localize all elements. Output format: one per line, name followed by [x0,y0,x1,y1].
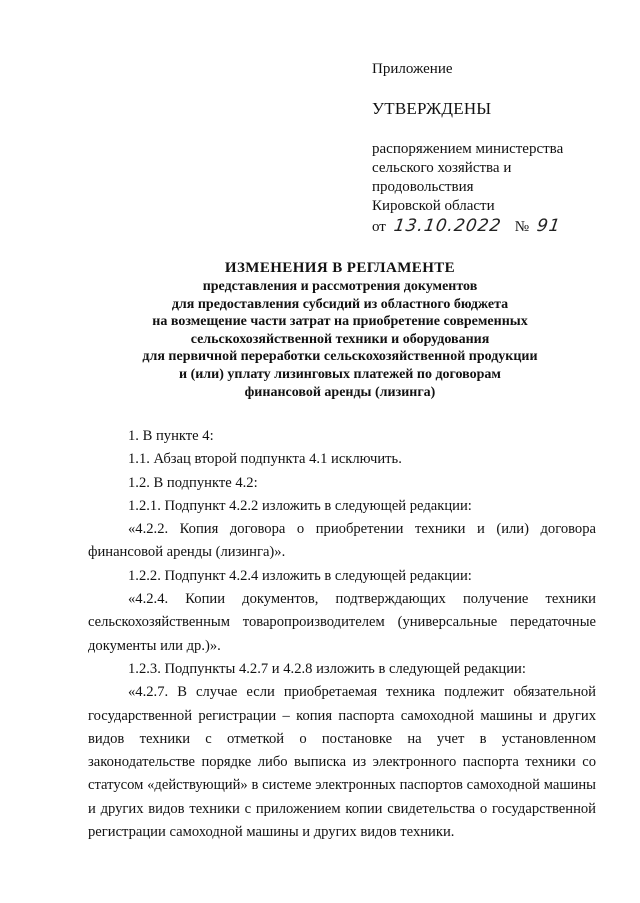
approved-label: УТВЕРЖДЕНЫ [372,99,492,118]
body-paragraph: «4.2.2. Копия договора о приобретении техники и (или) договора финансовой аренды (лизинга)». [88,521,596,561]
order-line: сельского хозяйства и [372,160,512,176]
title-line: сельскохозяйственной техники и оборудования [190,331,490,347]
body-paragraph: 1.2.1. Подпункт 4.2.2 изложить в следующей редакции: [128,497,472,514]
body-paragraph: 1. В пункте 4: [128,428,214,444]
date-number-line [372,216,632,237]
order-line: продовольствия [372,179,474,195]
order-line: распоряжением министерства [372,141,564,157]
handwritten-date: 13.10.2022 [392,216,503,236]
document-body [88,425,596,844]
title-line: представления и рассмотрения документов [202,279,478,294]
title-line: для первичной переработки сельскохозяйственной продукции [142,349,538,365]
date-prefix: от [372,219,386,235]
title-line: финансовой аренды (лизинга) [244,384,436,400]
document-title [80,259,600,401]
title-line: на возмещение части затрат на приобретение современных [152,314,528,330]
order-reference [372,140,632,216]
appendix-label: Приложение [372,61,453,77]
title-main: ИЗМЕНЕНИЯ В РЕГЛАМЕНТЕ [224,260,456,276]
title-line: и (или) уплату лизинговых платежей по договорам [179,366,501,382]
title-line: для предоставления субсидий из областного бюджета [171,296,509,312]
body-paragraph: 1.2.2. Подпункт 4.2.4 изложить в следующей редакции: [128,567,472,584]
body-paragraph: 1.2.3. Подпункты 4.2.7 и 4.2.8 изложить в следующей редакции: [128,660,526,677]
handwritten-number: 91 [535,216,562,236]
number-label: № [514,219,530,235]
body-paragraph: 1.2. В подпункте 4.2: [128,474,258,491]
body-paragraph: «4.2.4. Копии документов, подтверждающих получение техники сельскохозяйственным товаропроизводителем (универсальные передаточные документы или др.)». [88,591,596,654]
body-paragraph: «4.2.7. В случае если приобретаемая техника подлежит обязательной государственной регистрации – копия паспорта самоходной машины и других видов техники с отметкой о постановке на учет в установленном законодательстве порядке либо выписка из электронного паспорта техники со статусом «действующий» в системе электронных паспортов самоходной машины и других видов техники с приложением копии свидетельства о государственной регистрации самоходной машины и других видов техники. [88,684,596,841]
approval-header [372,60,632,237]
order-line: Кировской области [372,198,495,214]
body-paragraph: 1.1. Абзац второй подпункта 4.1 исключить. [128,451,402,468]
